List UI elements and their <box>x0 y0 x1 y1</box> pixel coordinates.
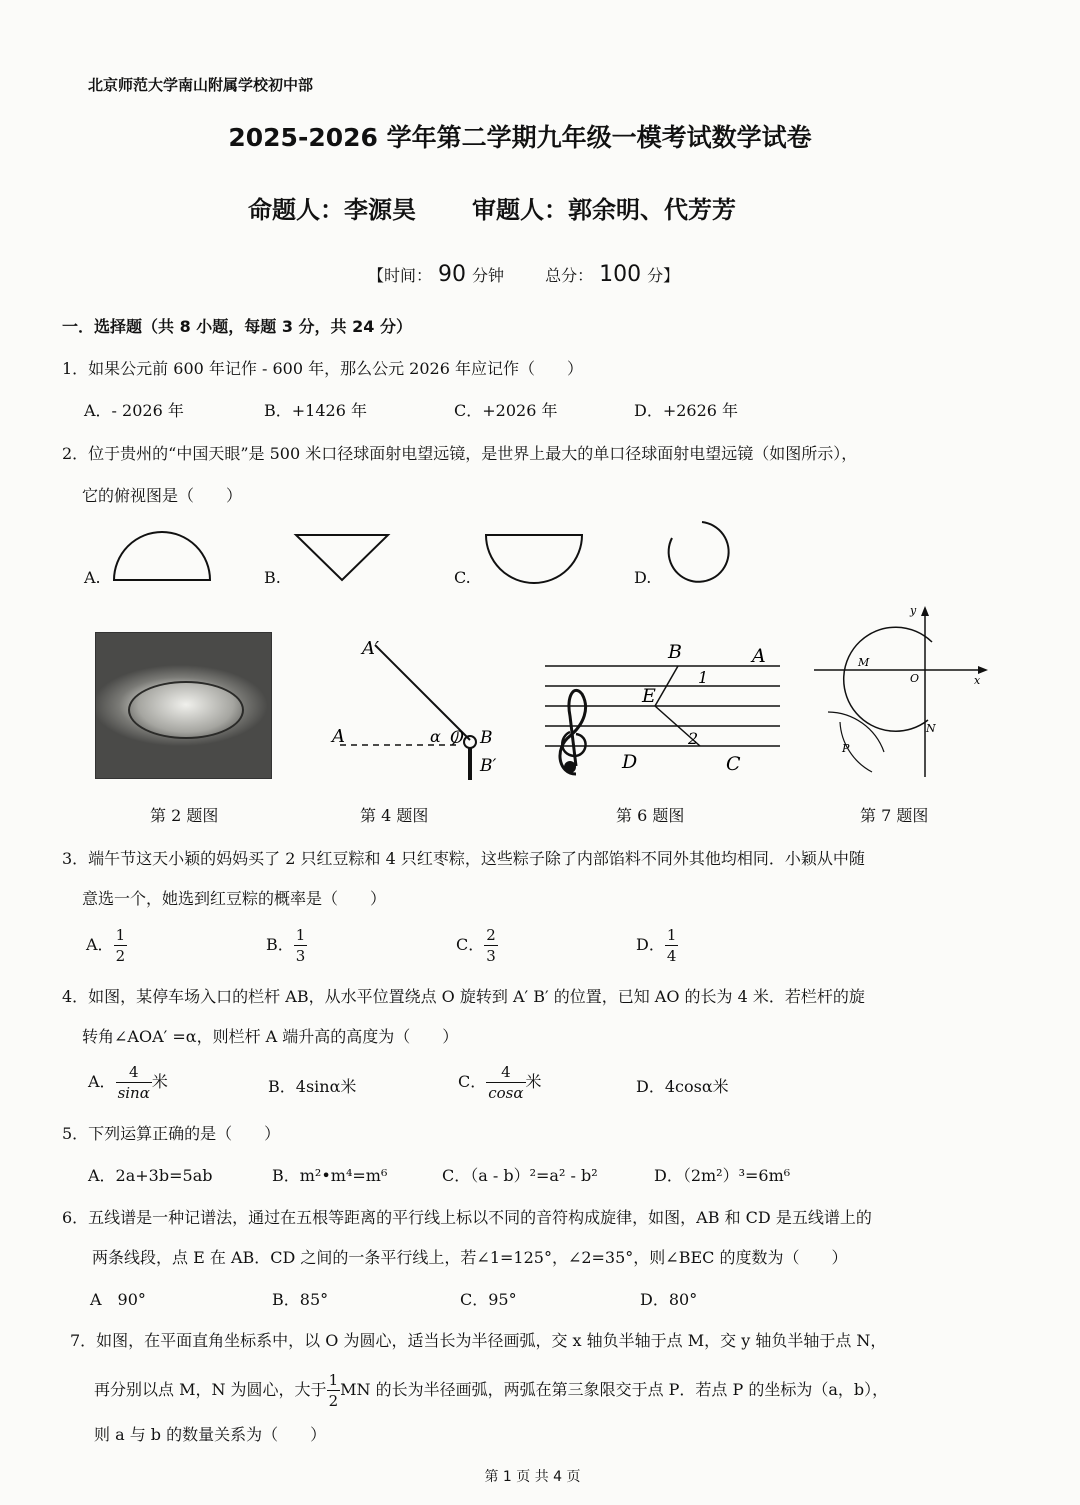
q3-option-c-label: C． <box>456 935 485 954</box>
q3-option-d-num: 1 <box>666 926 677 944</box>
q4-option-a-den: sinα <box>117 1084 150 1102</box>
q4-stem-line2: 转角∠AOA′ =α，则栏杆 A 端升高的高度为（ ） <box>82 1027 459 1046</box>
q6-stem-line1: 6．五线谱是一种记谱法，通过在五根等距离的平行线上标以不同的音符构成旋律，如图，AB 和 CD 是五线谱上的 <box>62 1208 872 1227</box>
q3-option-b-den: 3 <box>295 947 306 965</box>
q4-option-c-label: C． <box>458 1072 487 1091</box>
q2-label-d: D. <box>634 568 652 587</box>
q1-option-c: C．+2026 年 <box>454 401 558 420</box>
q5-option-b: B．m²•m⁴=m⁶ <box>272 1166 388 1185</box>
fig7-label-x: x <box>974 674 981 687</box>
q1-stem: 1．如果公元前 600 年记作 - 600 年，那么公元 2026 年应记作（ ） <box>62 359 583 378</box>
section-title: 一．选择题（共 8 小题，每题 3 分，共 24 分） <box>62 317 412 336</box>
q5-option-a: A．2a+3b=5ab <box>88 1166 213 1185</box>
q7-half-num: 1 <box>328 1371 339 1389</box>
time-unit: 分钟 <box>472 266 505 285</box>
caption-fig6: 第 6 题图 <box>616 806 685 825</box>
q6-stem-line2: 两条线段，点 E 在 AB．CD 之间的一条平行线上，若∠1=125°，∠2=35°，则∠BEC 的度数为（ ） <box>92 1248 848 1267</box>
q5-stem: 5．下列运算正确的是（ ） <box>62 1124 281 1143</box>
q3-option-c-den: 3 <box>486 947 496 965</box>
score-unit: 分】 <box>647 266 680 285</box>
q4-option-a-num: 4 <box>116 1062 152 1083</box>
q2-stem-line1: 2．位于贵州的“中国天眼”是 500 米口径球面射电望远镜，是世界上最大的单口径球面射电望远镜（如图所示）， <box>62 444 858 463</box>
q7-stem-line2-part1: 再分别以点 M，N 为圆心，大于 <box>94 1380 327 1399</box>
q4-option-a-label: A． <box>88 1072 116 1091</box>
q3-option-b-label: B． <box>266 935 294 954</box>
q2-label-b: B. <box>264 568 281 587</box>
q3-option-d-den: 4 <box>666 947 677 965</box>
fig4-label-b-prime: B′ <box>480 756 497 776</box>
caption-fig4: 第 4 题图 <box>360 806 429 825</box>
q3-option-a <box>86 925 127 966</box>
q6-option-a: A 90° <box>90 1290 146 1309</box>
fig7-label-p: P <box>842 742 850 755</box>
q4-option-c <box>458 1062 542 1103</box>
q3-option-a-den: 2 <box>115 947 126 965</box>
time-score-line <box>368 262 679 287</box>
q4-stem-line1: 4．如图，某停车场入口的栏杆 AB，从水平位置绕点 O 旋转到 A′ B′ 的位置，已知 AO 的长为 4 米．若栏杆的旋 <box>62 987 865 1006</box>
fig6-label-d: D <box>622 751 638 773</box>
fig4-label-b: B <box>480 728 493 748</box>
q2-option-b-triangle <box>292 530 392 585</box>
q6-option-c: C．95° <box>460 1290 517 1309</box>
score-label: 总分： <box>545 266 594 285</box>
score-value: 100 <box>599 262 642 287</box>
q4-option-c-num: 4 <box>486 1062 525 1083</box>
question-reviewer: 审题人：郭余明、代芳芳 <box>472 196 736 224</box>
author-line <box>248 190 736 225</box>
q4-option-c-den: cosα <box>488 1084 524 1102</box>
fig7-label-o: O <box>910 672 920 685</box>
q2-option-c-bowl <box>482 530 587 585</box>
fig4-label-a: A <box>332 726 345 747</box>
q1-option-a: A．- 2026 年 <box>84 401 184 420</box>
fig2-telescope-photo <box>95 632 272 779</box>
fig4-label-a-prime: A′ <box>362 638 380 659</box>
q4-option-b: B．4sinα米 <box>268 1077 357 1096</box>
fig6-label-c: C <box>726 753 741 775</box>
q4-option-a <box>88 1062 168 1103</box>
q1-option-b: B．+1426 年 <box>264 401 367 420</box>
q2-stem-line2: 它的俯视图是（ ） <box>82 486 243 505</box>
q4-option-d: D．4cosα米 <box>636 1077 729 1096</box>
q3-option-c <box>456 925 498 966</box>
q3-option-b-num: 1 <box>295 926 306 944</box>
q7-half-den: 2 <box>328 1392 339 1410</box>
school-name: 北京师范大学南山附属学校初中部 <box>88 76 314 94</box>
q3-option-d <box>636 925 678 966</box>
fig7-coordinate-diagram <box>810 602 1000 782</box>
fig6-label-2: 2 <box>688 729 699 748</box>
q6-option-b: B．85° <box>272 1290 329 1309</box>
q2-option-d-circle <box>662 518 732 588</box>
q3-option-d-label: D． <box>636 935 665 954</box>
fig4-label-alpha: α <box>430 727 441 746</box>
fig6-label-e: E <box>642 685 656 707</box>
fig7-label-y: y <box>910 604 917 617</box>
q6-option-d: D．80° <box>640 1290 698 1309</box>
question-author: 命题人：李源昊 <box>248 196 416 224</box>
caption-fig7: 第 7 题图 <box>860 806 929 825</box>
q7-stem-line2 <box>94 1370 888 1411</box>
fig6-label-a: A <box>752 645 766 667</box>
fig7-label-m: M <box>858 656 870 669</box>
q7-stem-line3: 则 a 与 b 的数量关系为（ ） <box>94 1425 327 1444</box>
telescope-dish <box>128 681 244 739</box>
q5-option-c: C．（a - b）²=a² - b² <box>442 1166 598 1185</box>
q1-option-d: D．+2626 年 <box>634 401 739 420</box>
fig6-staff-diagram <box>540 636 790 786</box>
q4-option-c-unit: 米 <box>525 1072 542 1091</box>
q2-option-a-semicircle <box>110 530 215 585</box>
time-label: 【时间： <box>368 266 433 285</box>
fig6-label-b: B <box>668 641 682 663</box>
q2-label-c: C. <box>454 568 471 587</box>
fig6-label-1: 1 <box>698 668 709 687</box>
q3-option-c-num: 2 <box>486 926 496 944</box>
fig4-barrier-diagram <box>330 630 530 790</box>
page-footer: 第 1 页 共 4 页 <box>484 1469 581 1485</box>
q3-option-a-label: A． <box>86 935 114 954</box>
fig7-label-n: N <box>926 722 936 735</box>
q3-option-b <box>266 925 307 966</box>
q3-stem-line1: 3．端午节这天小颖的妈妈买了 2 只红豆粽和 4 只红枣粽，这些粽子除了内部馅料不同外其他均相同．小颖从中随 <box>62 849 865 868</box>
exam-title: 2025-2026 学年第二学期九年级一模考试数学试卷 <box>228 123 812 152</box>
q5-option-d: D．（2m²）³=6m⁶ <box>654 1166 791 1185</box>
q2-label-a: A. <box>84 568 101 587</box>
fig4-label-o: O <box>450 728 464 748</box>
caption-fig2: 第 2 题图 <box>150 806 219 825</box>
time-value: 90 <box>438 262 467 287</box>
q3-stem-line2: 意选一个，她选到红豆粽的概率是（ ） <box>82 889 387 908</box>
q7-stem-line2-part2: MN 的长为半径画弧，两弧在第三象限交于点 P．若点 P 的坐标为（a，b）， <box>340 1380 889 1399</box>
q7-stem-line1: 7．如图，在平面直角坐标系中，以 O 为圆心，适当长为半径画弧，交 x 轴负半轴于点 M，交 y 轴负半轴于点 N， <box>70 1331 887 1350</box>
q4-option-a-unit: 米 <box>151 1072 168 1091</box>
q3-option-a-num: 1 <box>115 926 126 944</box>
